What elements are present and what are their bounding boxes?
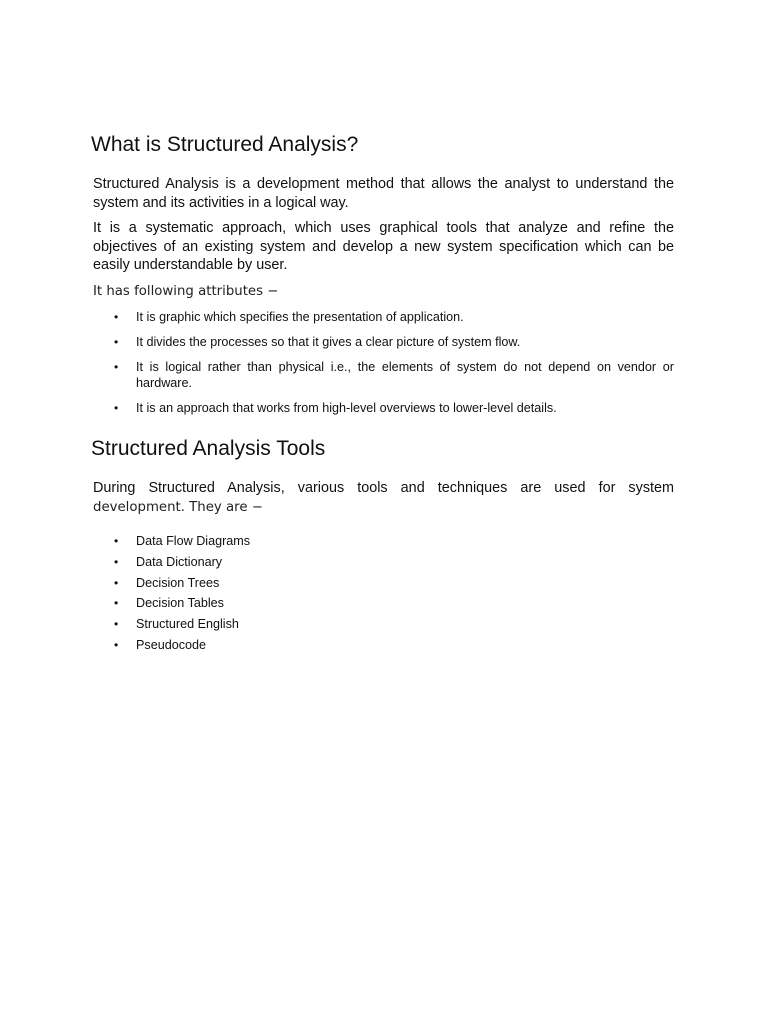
list-item [114, 637, 250, 653]
bullet-icon: • [114, 534, 119, 548]
list-item [114, 575, 250, 591]
tools-intro-tail: development. They are − [93, 499, 263, 515]
attributes-list [114, 309, 674, 425]
attribute-text: It is logical rather than physical i.e., the elements of system do not depend on vendor or hardware. [136, 360, 674, 390]
bullet-icon: • [114, 335, 119, 349]
list-item [114, 309, 674, 325]
list-item [114, 359, 674, 391]
tool-name: Data Flow Diagrams [136, 534, 251, 548]
list-item [114, 334, 674, 350]
bullet-icon: • [114, 596, 119, 611]
attribute-text: It is graphic which specifies the presentation of application. [136, 310, 464, 324]
tools-intro-main: During Structured Analysis, various tools and techniques are used for system [93, 480, 674, 496]
list-item [114, 554, 250, 570]
tool-name: Decision Trees [136, 575, 220, 590]
bullet-icon: • [114, 637, 119, 652]
bullet-icon: • [114, 360, 119, 374]
list-item [114, 616, 250, 632]
bullet-icon: • [114, 310, 119, 324]
tool-name: Decision Tables [136, 596, 224, 611]
bullet-icon: • [114, 617, 119, 632]
list-item [114, 533, 250, 549]
bullet-icon: • [114, 401, 119, 415]
tools-list [114, 533, 250, 658]
bullet-icon: • [114, 554, 119, 569]
section-title-structured-analysis: What is Structured Analysis? [91, 133, 359, 156]
tool-name: Structured English [136, 617, 239, 632]
section-title-tools: Structured Analysis Tools [91, 437, 326, 460]
tool-name: Data Dictionary [136, 554, 223, 569]
tools-intro-paragraph [93, 479, 674, 517]
definition-paragraph: Structured Analysis is a development method that allows the analyst to understand the system and its activities in a logical way. [93, 176, 674, 211]
list-item [114, 400, 674, 416]
attribute-text: It is an approach that works from high-level overviews to lower-level details. [136, 401, 557, 415]
list-item [114, 595, 250, 611]
attributes-intro: It has following attributes − [93, 284, 279, 299]
attribute-text: It divides the processes so that it gives a clear picture of system flow. [136, 335, 521, 349]
approach-paragraph: It is a systematic approach, which uses graphical tools that analyze and refine the objectives of an existing system and develop a new system specification which can be easily understandable by user. [93, 220, 674, 273]
tool-name: Pseudocode [136, 637, 207, 652]
bullet-icon: • [114, 575, 119, 590]
